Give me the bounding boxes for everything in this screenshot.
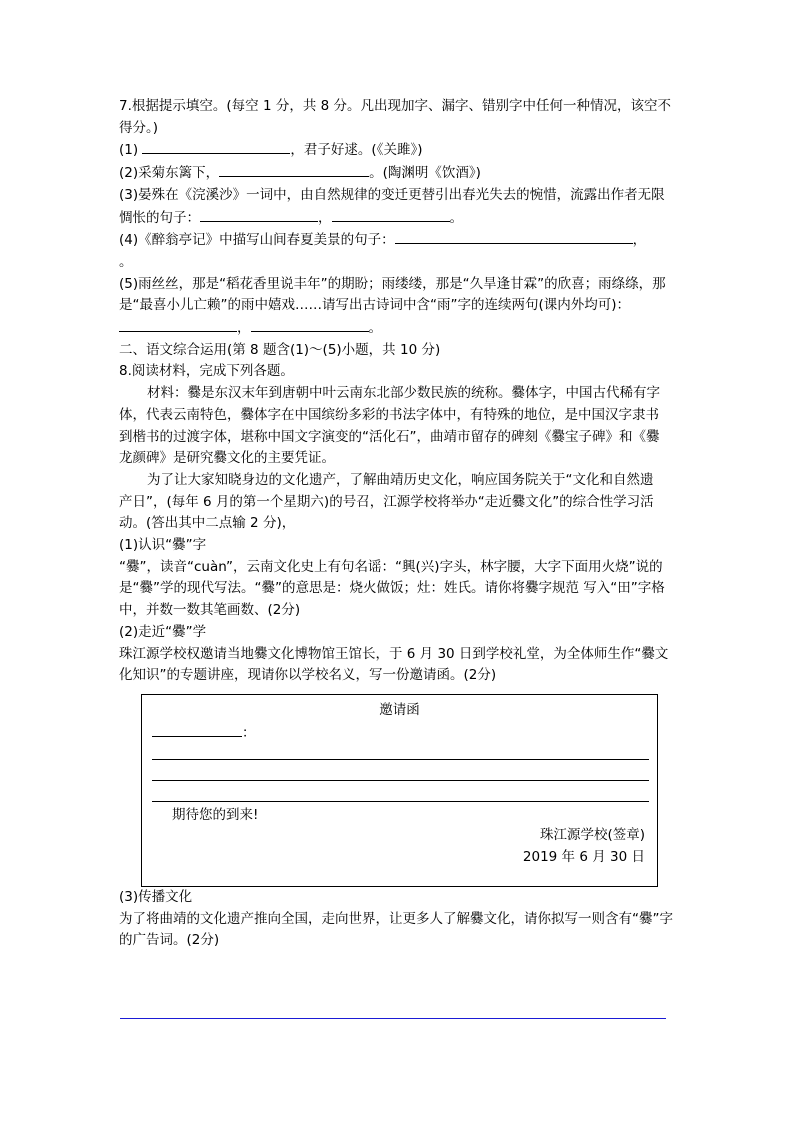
invitation-date: 2019 年 6 月 30 日: [522, 848, 645, 865]
material-line: 体，代表云南特色，爨体字在中国缤纷多彩的书法字体中，有特殊的地位，是中国汉字隶书: [119, 406, 659, 423]
answer-blank[interactable]: [219, 162, 369, 177]
section-2-heading: 二、语文综合运用(第 8 题含(1)～(5)小题，共 10 分): [119, 341, 441, 358]
q7-item-2-before: (2)采菊东篱下，: [119, 165, 220, 182]
q7-item-2-after: 。(陶渊明《饮酒》): [369, 165, 481, 182]
invitation-title: 邀请函: [379, 701, 420, 718]
q7-item-1-num: (1): [119, 142, 139, 159]
writing-line[interactable]: [152, 759, 649, 760]
q7-item-1: [119, 139, 675, 162]
answer-blank[interactable]: [119, 317, 237, 332]
footer-rule: [120, 1018, 666, 1019]
sub-question-1-heading: (1)认识“爨”字: [119, 537, 207, 554]
answer-blank[interactable]: [332, 207, 450, 222]
invitation-salutation: [152, 722, 256, 745]
sub-question-2-text: 珠江源学校权邀请当地爨文化博物馆王馆长，于 6 月 30 日到学校礼堂，为全体师生作“爨文化知识”的专题讲座，现请你以学校名义，写一份邀请函。(2分): [119, 645, 669, 684]
q7-item-5: [119, 274, 675, 340]
separator: ，: [237, 320, 251, 337]
sub-question-2-heading: (2)走近“爨”学: [119, 623, 207, 640]
invitation-letter-box: [141, 694, 658, 887]
q7-item-4: [119, 229, 675, 273]
writing-line[interactable]: [152, 780, 649, 781]
writing-line[interactable]: [152, 801, 649, 802]
terminator: 。: [119, 253, 133, 270]
q7-item-1-text: ，君子好逑。(《关雎》): [290, 142, 423, 159]
q7-item-3-text: (3)晏殊在《浣溪沙》一词中，由自然规律的变迁更替引出春光失去的惋惜，流露出作者无限惆怅的句子：: [119, 186, 665, 226]
activity-line: 产日”，(每年 6 月的第一个星期六)的号召，江源学校将举办“走近爨文化”的综合性学习活动。(答出其中二点输 2 分)，: [119, 493, 654, 532]
terminator: 。: [368, 320, 382, 337]
answer-blank[interactable]: [395, 229, 633, 244]
sub-question-1-text: “爨”，读音“cuàn”，云南文化史上有句名谣：“興(兴)字头，林字腰，大字下面用火烧”说的是“爨”学的现代写法。“爨”的意思是：烧火做饭；灶：姓氏。请你将爨字规范 写入“田”字格中，并数一数其笔画数、(2分): [119, 558, 665, 619]
invitation-signature: 珠江源学校(签章): [539, 826, 645, 843]
sub-question-3-text: 为了将曲靖的文化遗产推向全国，走向世界，让更多人了解爨文化，请你拟写一则含有“爨”字的广告词。(2分): [119, 910, 673, 949]
separator: ，: [632, 232, 647, 249]
recipient-blank[interactable]: [152, 722, 242, 737]
material-line: 龙颜碑》是研究爨文化的主要凭证。: [119, 450, 335, 467]
q7-item-2: [119, 162, 675, 185]
answer-blank[interactable]: [200, 207, 318, 222]
q7-item-5-text: (5)雨丝丝，那是“稻花香里说丰年”的期盼；雨缕缕，那是“久旱逢甘霖”的欣喜；雨绦绦，那是“最喜小儿亡赖”的雨中嬉戏……请写出古诗词中含“雨”字的连续两句(课内外均可)：: [119, 275, 666, 314]
q7-item-4-before: (4)《醉翁亭记》中描写山间春夏美景的句子：: [119, 232, 395, 249]
separator: ，: [318, 209, 332, 226]
q7-item-3: [119, 185, 675, 229]
material-line: 到楷书的过渡字体，堪称中国文字演变的“活化石”，曲靖市留存的碑刻《爨宝子碑》和《爨: [119, 428, 660, 445]
q8-intro: 8.阅读材料，完成下列各题。: [119, 363, 294, 380]
terminator: 。: [449, 209, 463, 226]
exam-page: [119, 96, 675, 952]
invitation-closing: 期待您的到来!: [172, 806, 259, 823]
sub-question-3-heading: (3)传播文化: [119, 888, 193, 905]
answer-blank[interactable]: [142, 139, 290, 154]
activity-line: 为了让大家知晓身边的文化遗产，了解曲靖历史文化，响应国务院关于“文化和自然遗: [147, 471, 654, 488]
answer-blank[interactable]: [251, 317, 369, 332]
colon: ：: [242, 724, 256, 741]
material-line: 材料：爨是东汉末年到唐朝中叶云南东北部少数民族的统称。爨体字，中国古代稀有字: [147, 385, 660, 402]
q7-intro: 7.根据提示填空。(每空 1 分，共 8 分。凡出现加字、漏字、错别字中任何一种情况，该空不得分。): [119, 98, 671, 136]
